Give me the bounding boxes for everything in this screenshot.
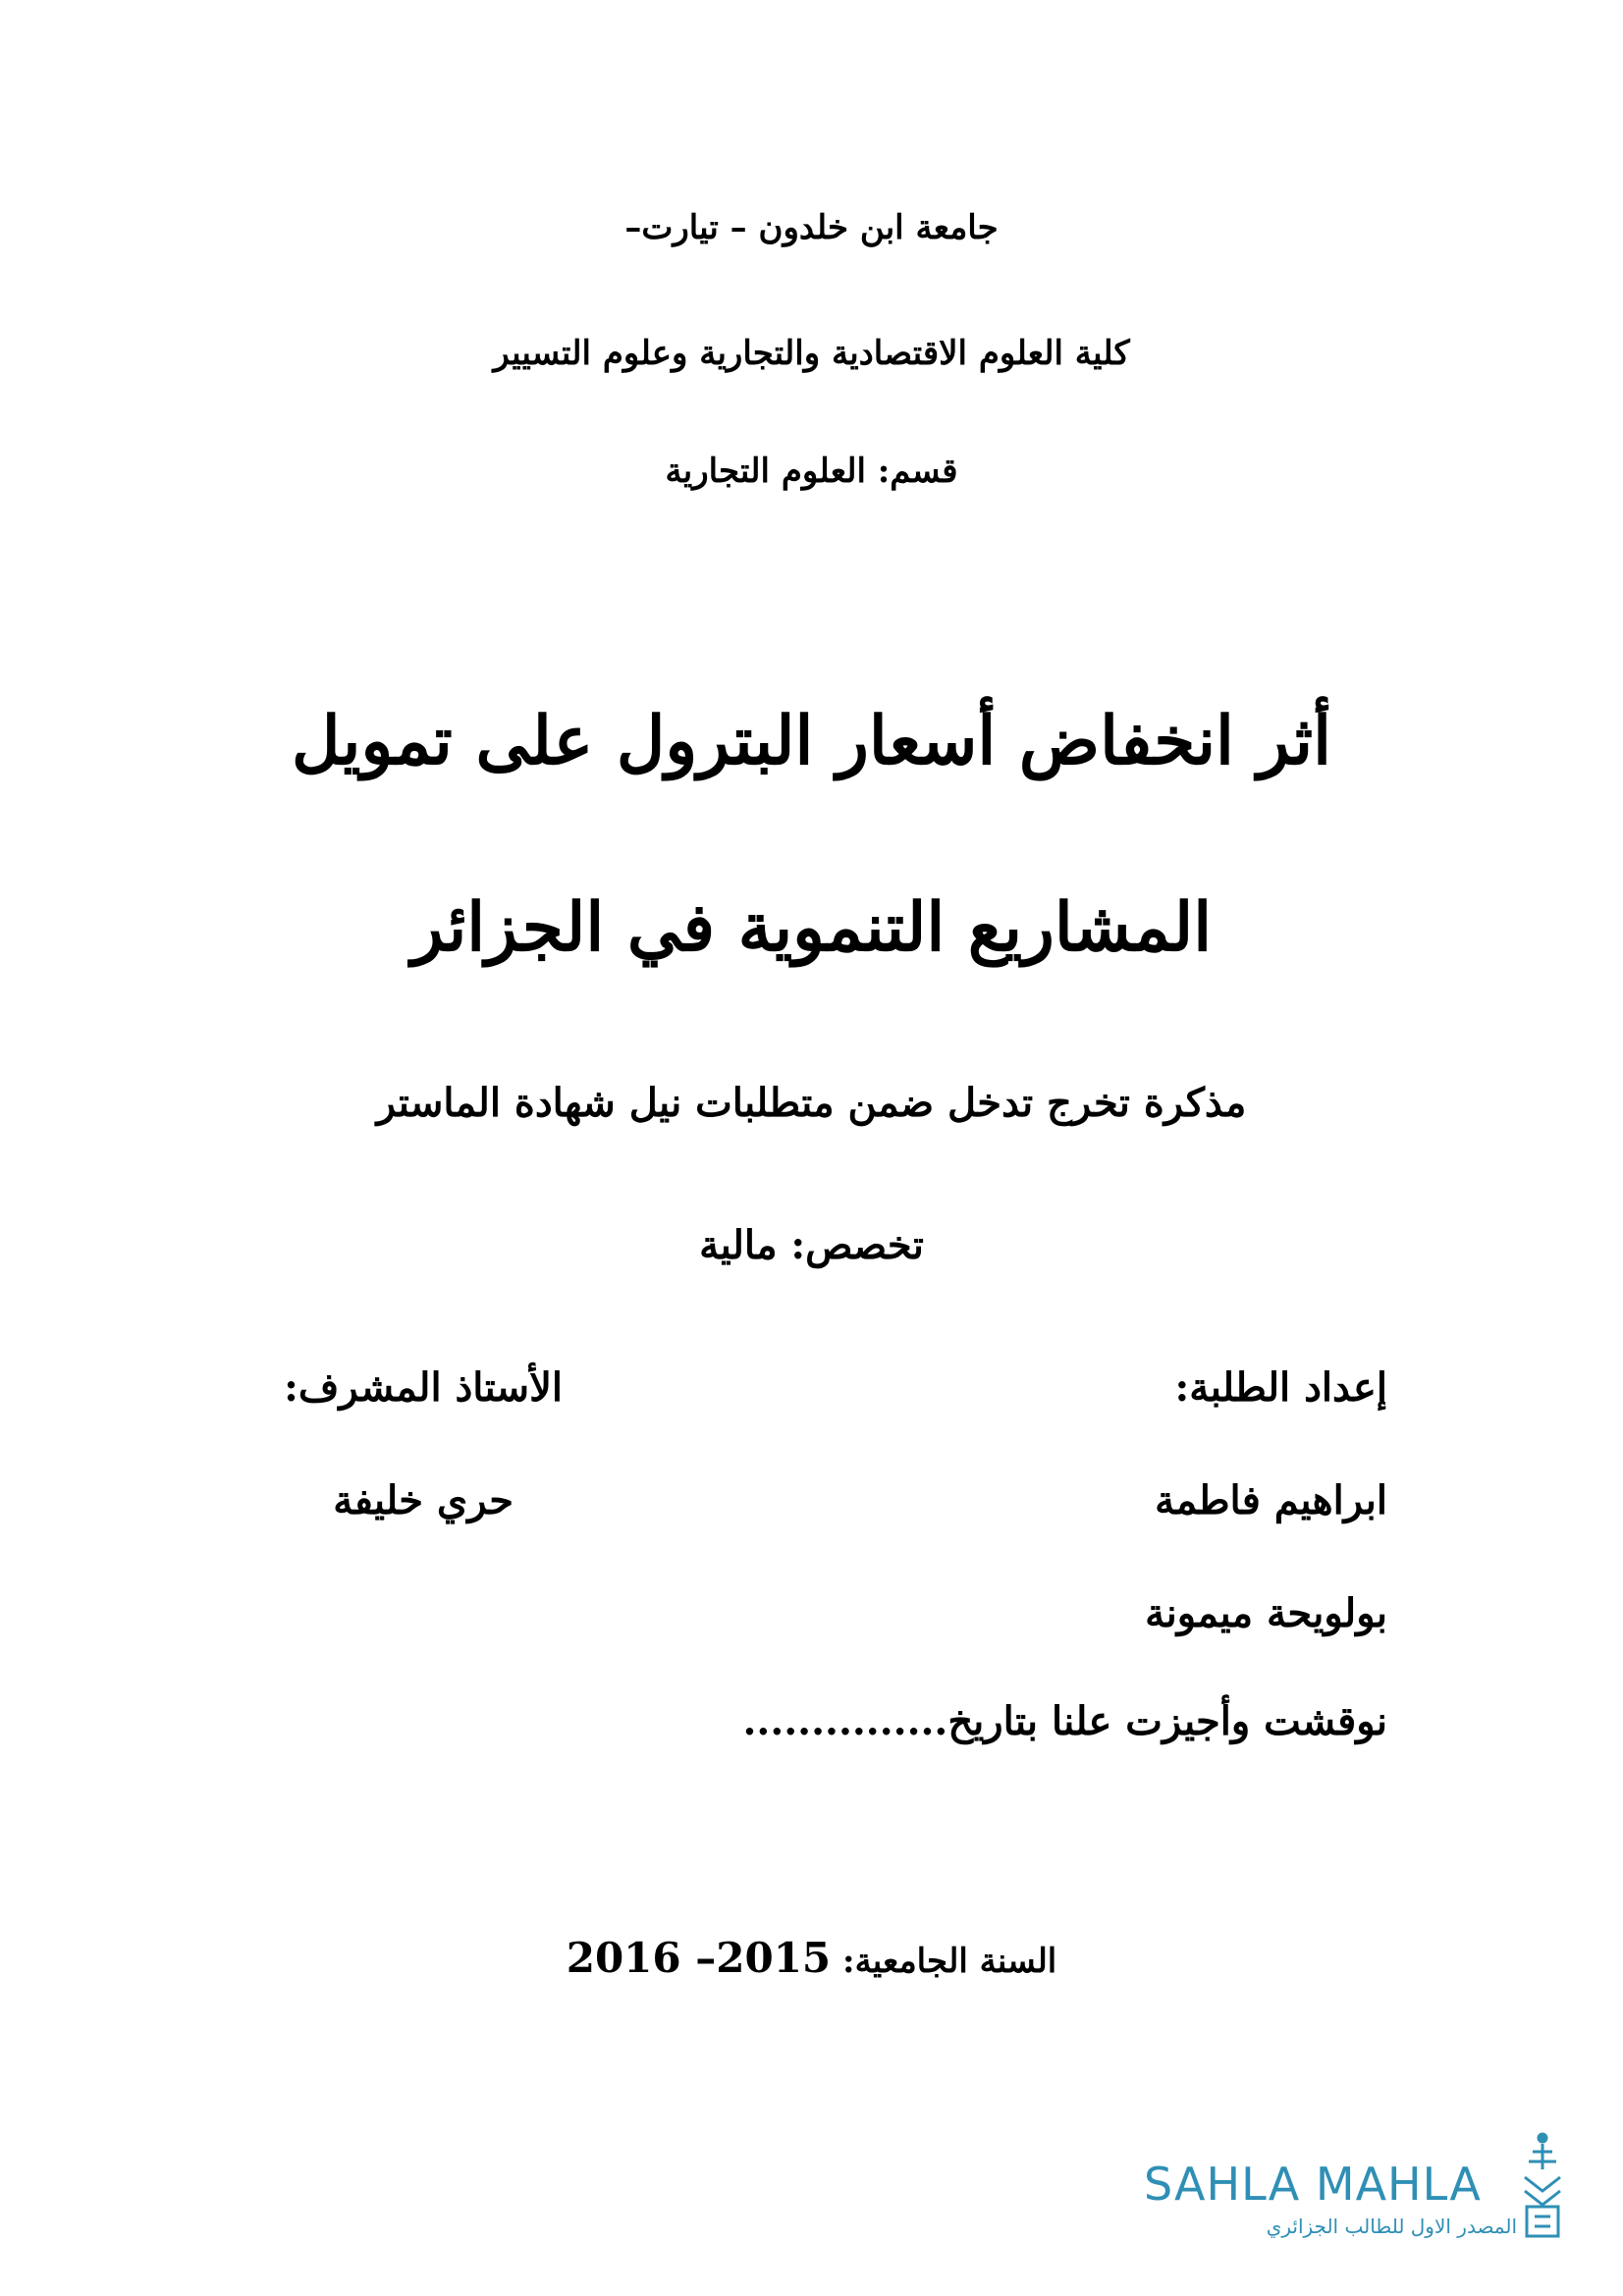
memo-description: مذكرة تخرج تدخل ضمن متطلبات نيل شهادة الماستر — [376, 1080, 1247, 1126]
department-name: قسم: العلوم التجارية — [665, 452, 958, 491]
supervisor-label: الأستاذ المشرف: — [284, 1364, 563, 1411]
prepared-by-label: إعداد الطلبة: — [1174, 1364, 1387, 1411]
supervisor-name: حري خليفة — [333, 1477, 514, 1523]
logo-name: SAHLA MAHLA — [1144, 2158, 1482, 2211]
student-name-1: ابراهيم فاطمة — [1155, 1477, 1387, 1523]
defense-date-line: نوقشت وأجيزت علنا بتاريخ............... — [742, 1698, 1387, 1744]
sahla-mahla-logo — [1144, 2130, 1566, 2248]
faculty-name: كلية العلوم الاقتصادية والتجارية وعلوم التسيير — [493, 334, 1130, 373]
specialty: تخصص: مالية — [699, 1222, 924, 1268]
academic-year-value: 2015– 2016 — [566, 1934, 832, 1982]
sahla-mahla-logo-icon — [1519, 2130, 1566, 2248]
academic-year — [0, 1934, 1623, 1982]
thesis-title-line-2: المشاريع التنموية في الجزائر — [410, 888, 1213, 967]
thesis-title-line-1: أثر انخفاض أسعار البترول على تمويل — [292, 702, 1331, 780]
academic-year-label: السنة الجامعية: — [842, 1942, 1057, 1981]
logo-tagline: المصدر الاول للطالب الجزائري — [1266, 2215, 1517, 2238]
university-name: جامعة ابن خلدون – تيارت– — [624, 208, 999, 247]
student-name-2: بولويحة ميمونة — [1145, 1590, 1387, 1636]
